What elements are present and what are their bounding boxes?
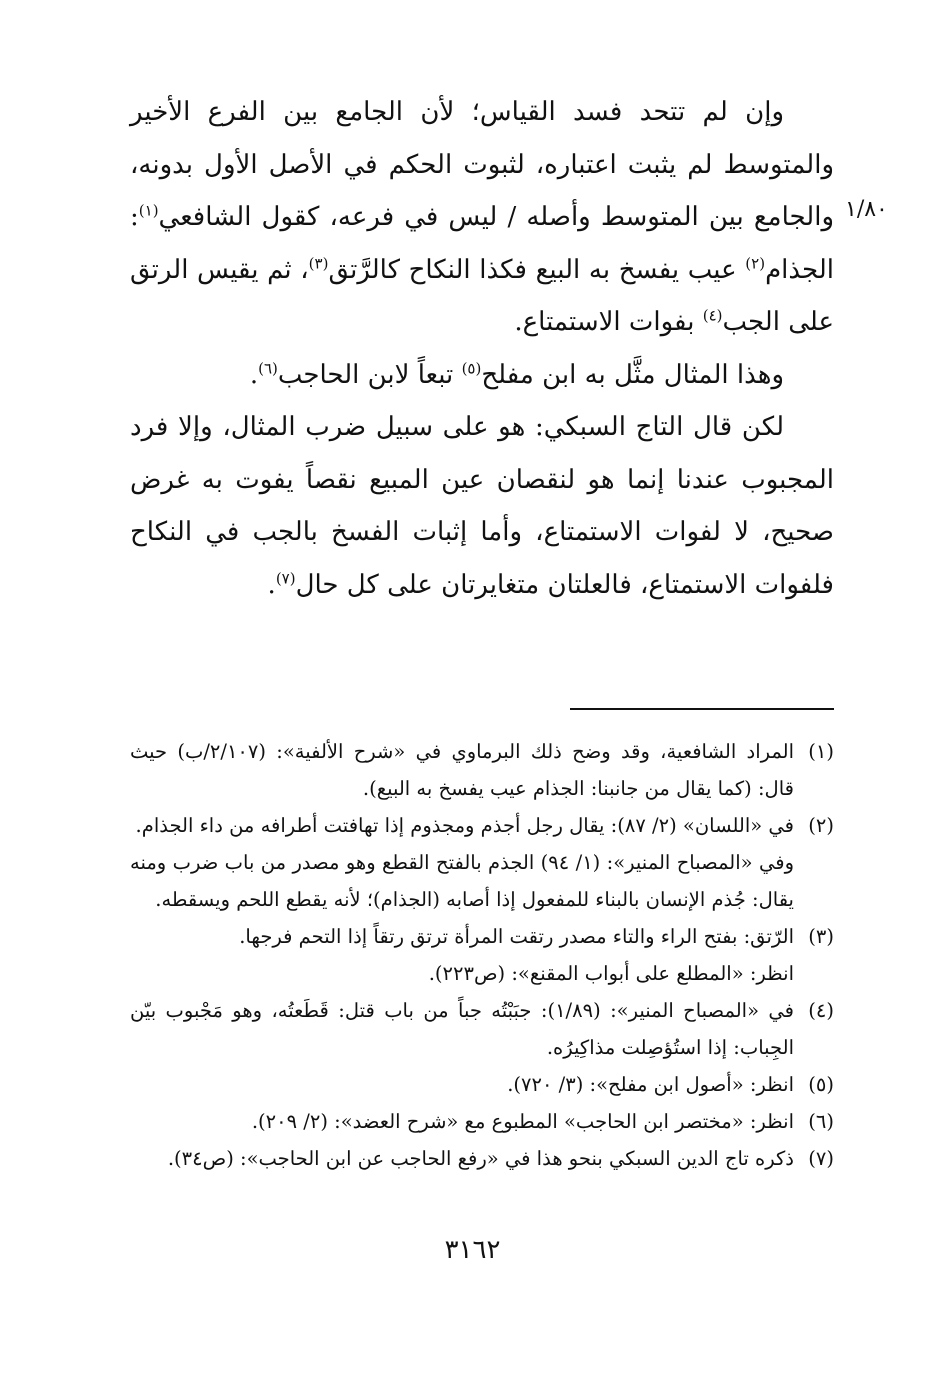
footnote-ref-7: (٧) bbox=[275, 568, 296, 587]
main-text bbox=[130, 86, 834, 611]
footnote-text: انظر: «المطلع على أبواب المقنع»: (ص٢٢٣). bbox=[428, 962, 794, 985]
footnote-ref-2: (٢) bbox=[745, 253, 766, 272]
footnotes bbox=[130, 733, 834, 1177]
footnote-2 bbox=[130, 807, 834, 918]
footnote-text: انظر: «أصول ابن مفلح»: (٣/ ٧٢٠). bbox=[507, 1073, 794, 1096]
footnote-1 bbox=[130, 733, 834, 807]
footnote-text: الرّتق: بفتح الراء والتاء مصدر رتقت المرأة ترتق رتقاً إذا التحم فرجها. bbox=[239, 925, 794, 948]
text: . bbox=[249, 359, 259, 390]
footnote-5 bbox=[130, 1066, 834, 1103]
footnote-3 bbox=[130, 918, 834, 992]
footnote-7 bbox=[130, 1140, 834, 1177]
text: ، ثم يقيس الرتق على الجب bbox=[130, 254, 834, 337]
paragraph-1 bbox=[130, 86, 834, 349]
text: وهذا المثال مثَّل به ابن مفلح bbox=[481, 359, 784, 390]
footnote-text: ذكره تاج الدين السبكي بنحو هذا في «رفع الحاجب عن ابن الحاجب»: (ص٣٤). bbox=[167, 1147, 794, 1170]
footnote-text: المراد الشافعية، وقد وضح ذلك البرماوي في «شرح الألفية»: (٢/١٠٧/ب) حيث قال: (كما يقال من جانبنا: الجذام عيب يفسخ به البيع). bbox=[130, 740, 795, 800]
margin-folio-note: ١/٨٠ bbox=[845, 197, 888, 222]
footnote-number: (٧) bbox=[808, 1147, 834, 1170]
footnote-4 bbox=[130, 992, 834, 1066]
footnote-text: وفي «المصباح المنير»: (١/ ٩٤) الجذم بالفتح القطع وهو مصدر من باب ضرب ومنه يقال: جُذم الإنسان بالبناء للمفعول إذا أصابه (الجذام)؛ لأنه يقطع اللحم ويسقطه. bbox=[130, 851, 794, 911]
text: بفوات الاستمتاع. bbox=[514, 307, 703, 337]
footnote-text: في «اللسان» (٢/ ٨٧): يقال رجل أجذم ومجذوم إذا تهافتت أطرافه من داء الجذام. bbox=[135, 814, 794, 837]
footnote-separator bbox=[570, 708, 834, 710]
footnote-number: (٣) bbox=[808, 925, 834, 948]
footnote-ref-1: (١) bbox=[138, 201, 159, 220]
footnote-ref-3: (٣) bbox=[308, 253, 329, 272]
text: . bbox=[267, 569, 276, 600]
footnote-text: انظر: «مختصر ابن الحاجب» المطبوع مع «شرح العضد»: (٢/ ٢٠٩). bbox=[251, 1110, 794, 1133]
paragraph-2 bbox=[130, 349, 834, 402]
footnote-number: (٦) bbox=[808, 1110, 834, 1133]
footnote-ref-4: (٤) bbox=[702, 306, 723, 325]
footnote-number: (٥) bbox=[808, 1073, 834, 1096]
text: تبعاً لابن الحاجب bbox=[277, 359, 462, 390]
footnote-ref-6: (٦) bbox=[258, 358, 278, 377]
footnote-ref-5: (٥) bbox=[461, 358, 482, 377]
text: لكن قال التاج السبكي: هو على سبيل ضرب المثال، وإلا فرد المجبوب عندنا إنما هو لنقصان عين المبيع نقصاً يفوت به غرض صحيح، لا لفوات الاستمتاع، وأما إثبات الفسخ بالجب في النكاح فلفوات الاستمتاع، فالعلتان متغايرتان على كل حال bbox=[130, 412, 834, 600]
footnote-text: في «المصباح المنير»: (١/٨٩): جبَبْتُه جباً من باب قتل: قَطَعتُه، وهو مَجْبوب بيّن الجِباب: إذا استُؤصِلت مذاكِيرُه. bbox=[130, 999, 795, 1059]
footnote-number: (٢) bbox=[808, 814, 834, 837]
text: وإن لم تتحد فسد القياس؛ لأن الجامع بين الفرع الأخير والمتوسط لم يثبت اعتباره، لثبوت الحكم في الأصل الأول بدونه، والجامع بين المتوسط وأصله / ليس في فرعه، كقول الشافعي bbox=[130, 97, 834, 232]
footnote-number: (١) bbox=[808, 740, 834, 763]
footnote-number: (٤) bbox=[808, 999, 834, 1022]
paragraph-3 bbox=[130, 401, 834, 611]
page-number: ٣١٦٢ bbox=[444, 1235, 501, 1265]
text: عيب يفسخ به البيع فكذا النكاح كالرَّتق bbox=[328, 254, 746, 285]
footnote-6 bbox=[130, 1103, 834, 1140]
text: : الجذام bbox=[130, 202, 834, 285]
